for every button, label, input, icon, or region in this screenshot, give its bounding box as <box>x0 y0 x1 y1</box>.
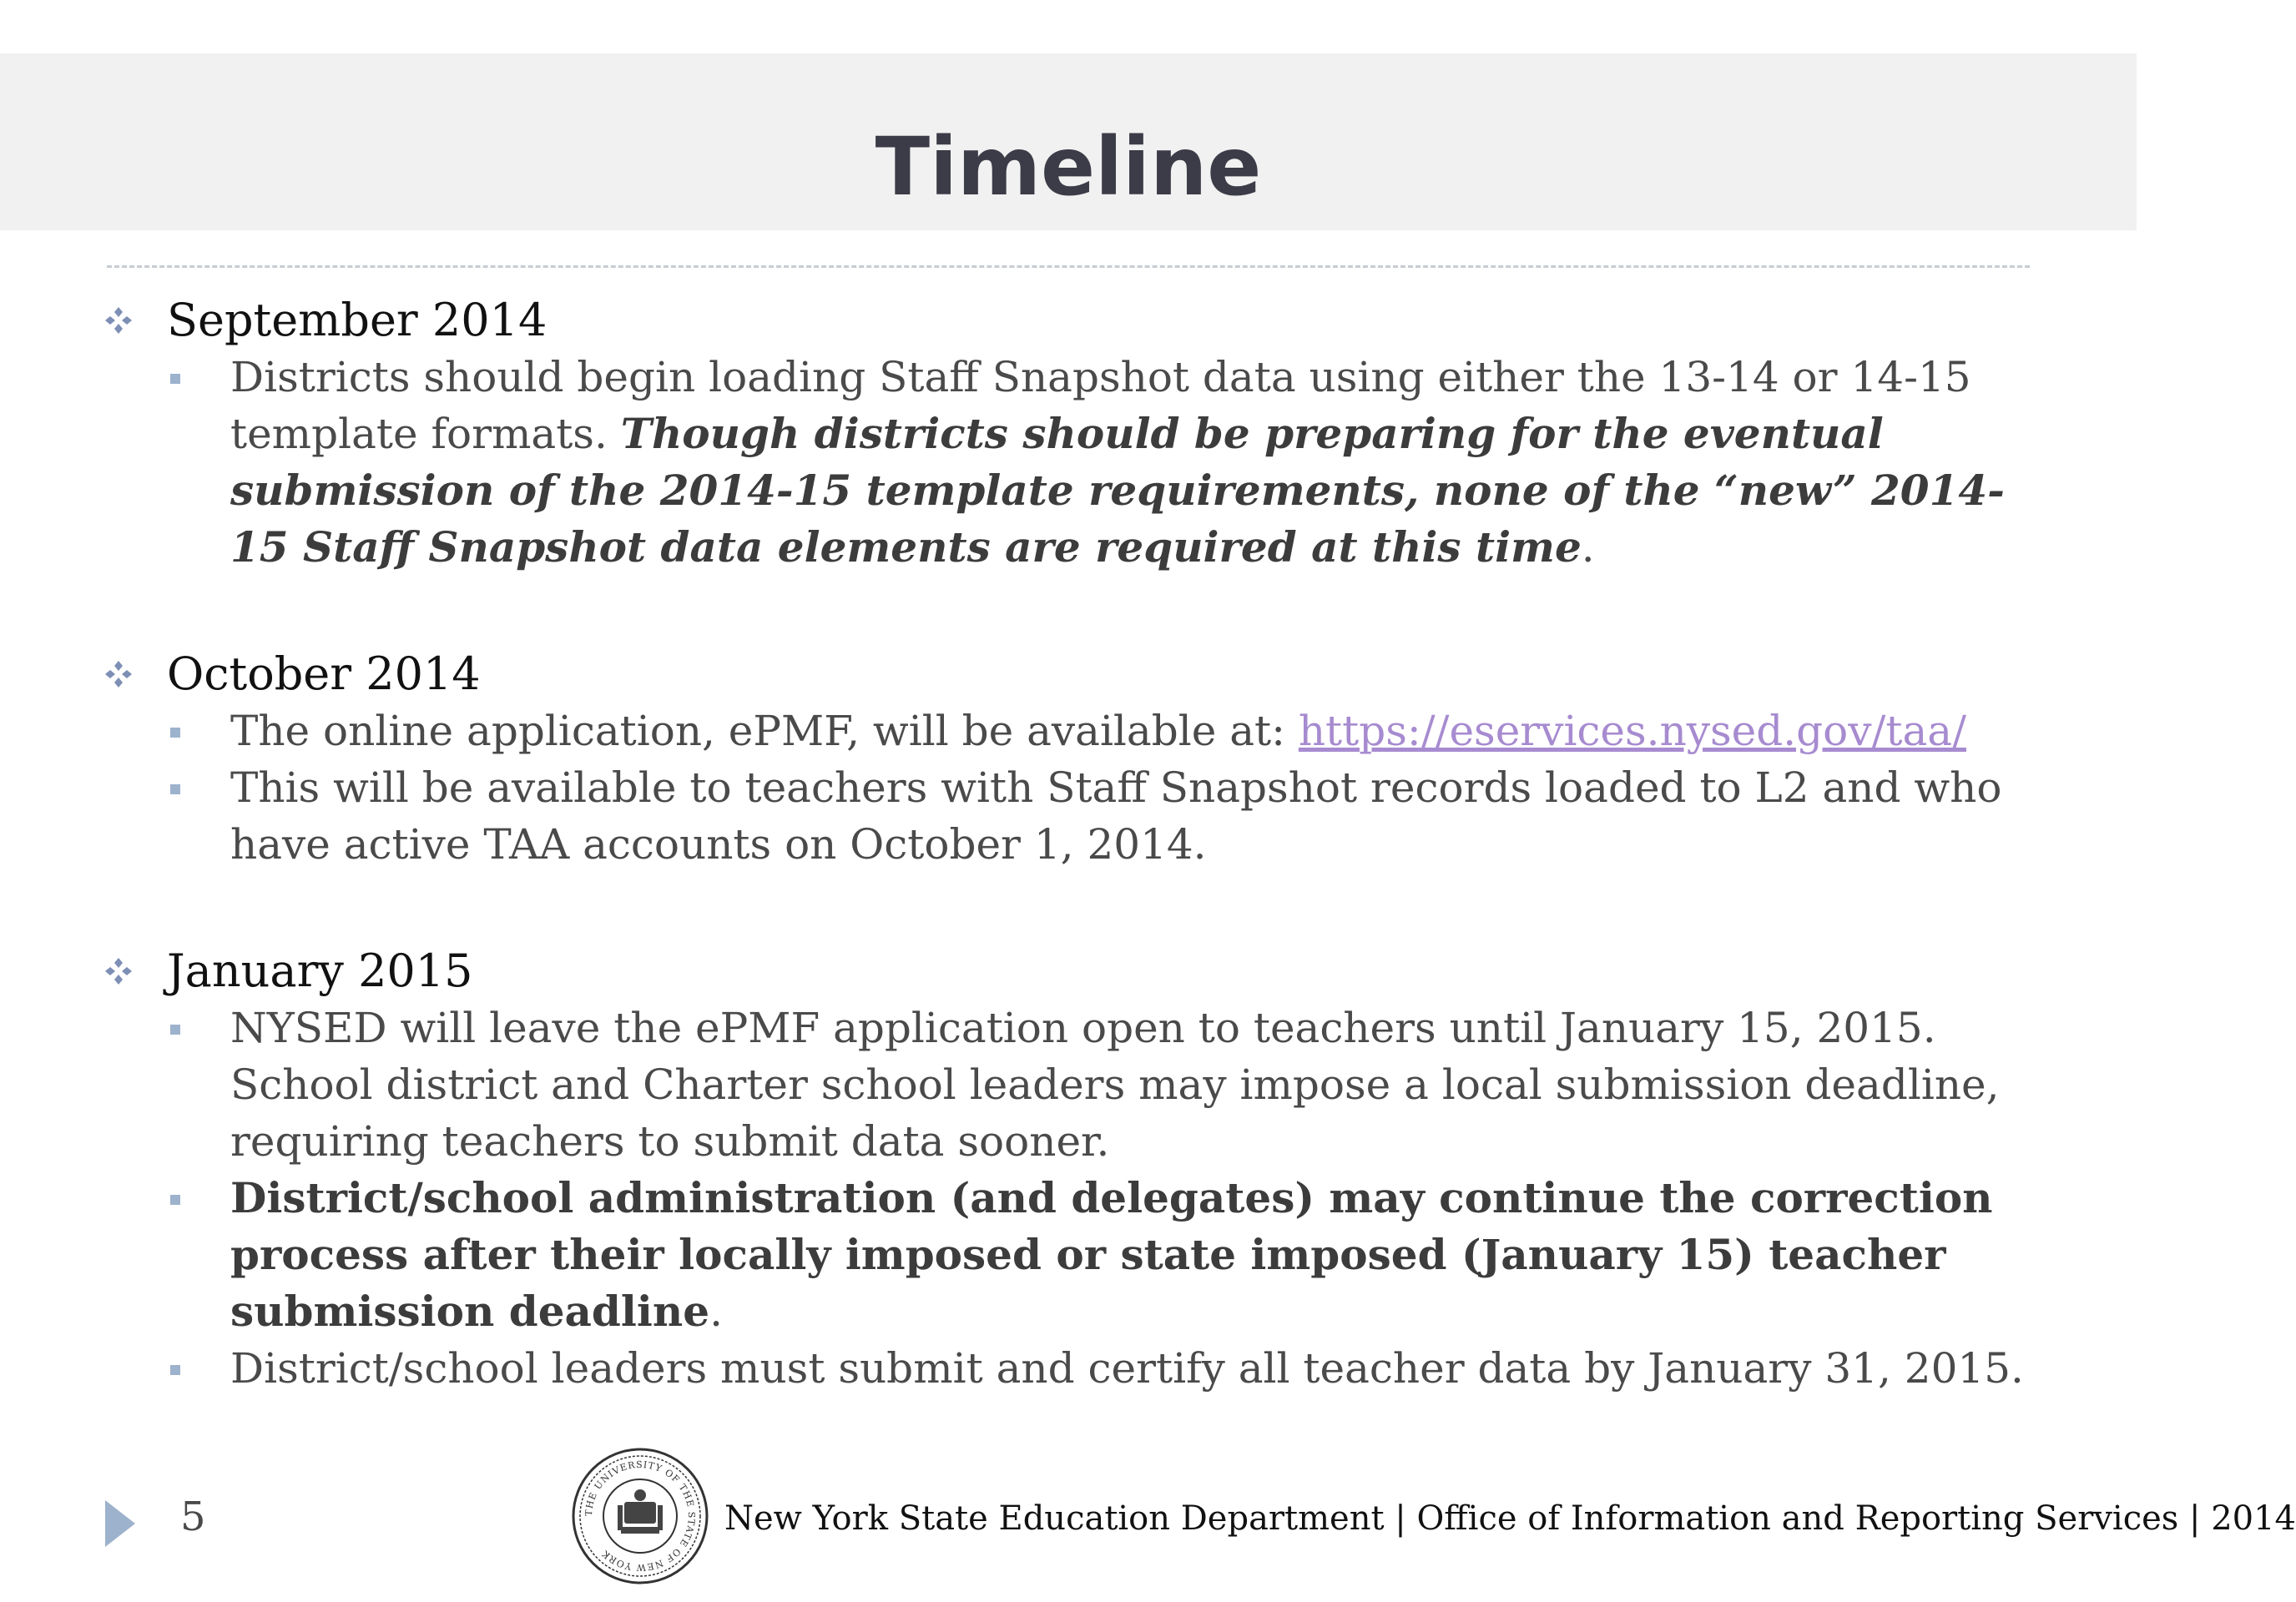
diamond-bullet-icon <box>103 659 134 689</box>
page-number: 5 <box>180 1494 206 1540</box>
square-bullet-icon <box>170 728 180 738</box>
section-september-2014 <box>100 292 2045 576</box>
square-bullet-icon <box>170 374 180 384</box>
epmf-link[interactable]: https://eservices.nysed.gov/taa/ <box>1298 707 1966 755</box>
list-item <box>100 759 2045 873</box>
item-end: . <box>1581 523 1595 572</box>
square-bullet-icon <box>170 1195 180 1205</box>
item-end: . <box>709 1287 723 1336</box>
square-bullet-icon <box>170 1365 180 1375</box>
bullet-list <box>100 349 2045 576</box>
bullet-list <box>100 1000 2045 1397</box>
next-slide-arrow-icon[interactable] <box>105 1500 135 1547</box>
section-october-2014 <box>100 646 2045 873</box>
list-item <box>100 1170 2045 1340</box>
nysed-seal-logo <box>571 1447 709 1585</box>
item-text: NYSED will leave the ePMF application open to teachers until January 15, 2015. School district and Charter school leaders may impose a local submission deadline, requiring teachers to submit data sooner. <box>230 1004 2000 1166</box>
section-january-2015 <box>100 943 2045 1397</box>
item-bold-text: District/school administration (and delegates) may continue the correction process after their locally imposed or state imposed (January 15) teacher submission deadline <box>230 1173 1993 1336</box>
square-bullet-icon <box>170 784 180 794</box>
section-heading <box>100 292 2045 349</box>
title-divider <box>107 265 2030 268</box>
item-text: This will be available to teachers with Staff Snapshot records loaded to L2 and who have active TAA accounts on October 1, 2014. <box>230 763 2002 869</box>
bullet-list <box>100 703 2045 873</box>
list-item <box>100 1340 2045 1397</box>
section-heading-label: January 2015 <box>167 945 473 997</box>
item-text: District/school leaders must submit and certify all teacher data by January 31, 2015. <box>230 1344 2024 1393</box>
section-heading-label: September 2014 <box>167 294 548 346</box>
section-heading <box>100 943 2045 1000</box>
seal-text: THE UNIVERSITY OF THE STATE OF NEW YORK <box>583 1458 698 1574</box>
diamond-bullet-icon <box>103 305 134 335</box>
slide-content <box>100 292 2045 1467</box>
list-item <box>100 349 2045 576</box>
section-heading <box>100 646 2045 703</box>
item-text: Districts should begin loading Staff Snapshot data using either the 13-14 or 14-15 template formats. <box>230 353 1971 458</box>
list-item <box>100 1000 2045 1170</box>
item-text: The online application, ePMF, will be available at: <box>230 707 1299 755</box>
item-emphasis: Though districts should be preparing for the eventual submission of the 2014-15 template requirements, none of the “new” 2014-15 Staff Snapshot data elements are required at this time <box>230 409 2005 572</box>
list-item <box>100 703 2045 759</box>
square-bullet-icon <box>170 1025 180 1035</box>
diamond-bullet-icon <box>103 956 134 986</box>
slide-title: Timeline <box>875 120 1262 214</box>
footer-text: New York State Education Department | Office of Information and Reporting Services | 2014 <box>724 1499 2296 1538</box>
section-heading-label: October 2014 <box>167 647 481 700</box>
